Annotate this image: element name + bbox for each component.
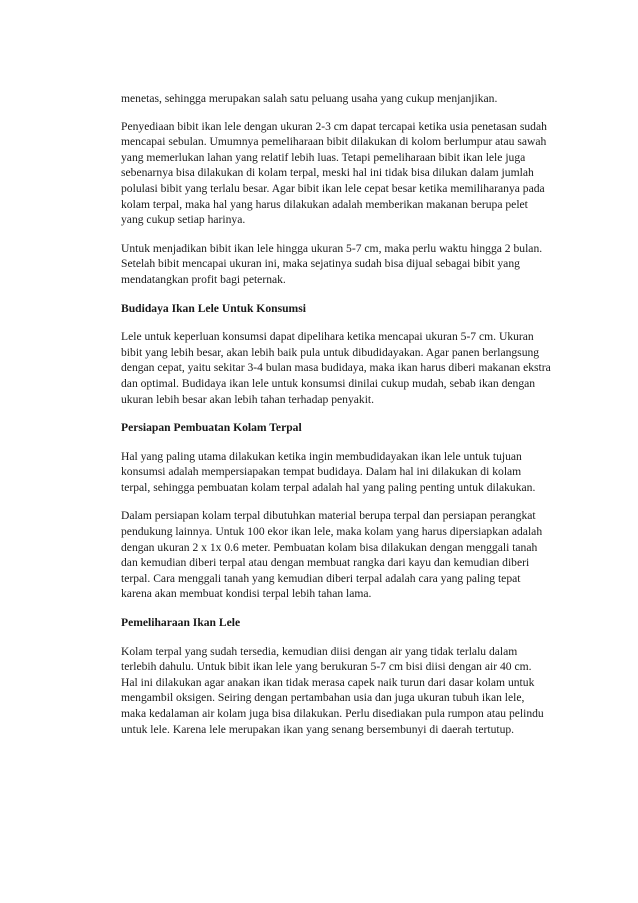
paragraph-6: Dalam persiapan kolam terpal dibutuhkan material berupa terpal dan persiapan perangkat pendukung lainnya. Untuk 100 ekor ikan lele, maka kolam yang harus dipersiapkan adalah dengan ukuran 2 x 1x 0.6 meter. Pembuatan kolam bisa dilakukan dengan menggali tanah dan kemudian diberi terpal atau dengan membuat rangka dari kayu dan kemudian diberi terpal. Cara menggali tanah yang kemudian diberi terpal adalah cara yang paling tepat karena akan membuat kondisi terpal lebih tahan lama. (121, 509, 543, 601)
section-heading-pemeliharaan: Pemeliharaan Ikan Lele (121, 616, 241, 630)
paragraph-7: Kolam terpal yang sudah tersedia, kemudian diisi dengan air yang tidak terlalu dalam terlebih dahulu. Untuk bibit ikan lele yang berukuran 5-7 cm bisi diisi dengan air 40 cm. Hal ini dilakukan agar anakan ikan tidak merasa capek naik turun dari dasar kolam untuk mengambil oksigen. Seiring dengan pertambahan usia dan juga ukuran tubuh ikan lele, maka kedalaman air kolam juga bisa dilakukan. Perlu disediakan pula rumpon atau pelindu untuk lele. Karena lele merupakan ikan yang senang bersembunyi di daerah tertutup. (121, 644, 544, 736)
paragraph-2: Penyediaan bibit ikan lele dengan ukuran 2-3 cm dapat tercapai ketika usia penetasan sudah mencapai sebulan. Umumnya pemeliharaan bibit dilakukan di kolom berlumpur atau sawah yang memerlukan lahan yang relatif lebih luas. Tetapi pemeliharaan bibit ikan lele juga sebenarnya bisa dilakukan di kolam terpal, meski hal ini tidak bisa dilukan dalam jumlah polulasi bibit yang terlalu besar. Agar bibit ikan lele cepat besar ketika memiliharanya pada kolam terpal, maka hal yang harus dilakukan adalah memberikan makanan berupa pelet yang cukup setiap harinya. (121, 119, 547, 227)
document-body (121, 91, 551, 750)
section-heading-kolam-terpal: Persiapan Pembuatan Kolam Terpal (121, 421, 302, 435)
paragraph-4: Lele untuk keperluan konsumsi dapat dipelihara ketika mencapai ukuran 5-7 cm. Ukuran bibit yang lebih besar, akan lebih baik pula untuk dibudidayakan. Agar panen berlangsung dengan cepat, yaitu sekitar 3-4 bulan masa budidaya, maka ikan harus diberi makanan ekstra dan optimal. Budidaya ikan lele untuk konsumsi dinilai cukup mudah, sebab ikan dengan ukuran lebih besar akan lebih tahan terhadap penyakit. (121, 330, 551, 406)
paragraph-5: Hal yang paling utama dilakukan ketika ingin membudidayakan ikan lele untuk tujuan konsumsi adalah mempersiapakan tempat budidaya. Dalam hal ini dilakukan di kolam terpal, sehingga pembuatan kolam terpal adalah hal yang paling penting untuk dilakukan. (121, 449, 536, 494)
paragraph-3: Untuk menjadikan bibit ikan lele hingga ukuran 5-7 cm, maka perlu waktu hingga 2 bulan. Setelah bibit mencapai ukuran ini, maka sejatinya sudah bisa dijual sebagai bibit yang mendatangkan profit bagi peternak. (121, 241, 543, 286)
paragraph-1: menetas, sehingga merupakan salah satu peluang usaha yang cukup menjanjikan. (121, 92, 498, 105)
section-heading-konsumsi: Budidaya Ikan Lele Untuk Konsumsi (121, 301, 306, 315)
